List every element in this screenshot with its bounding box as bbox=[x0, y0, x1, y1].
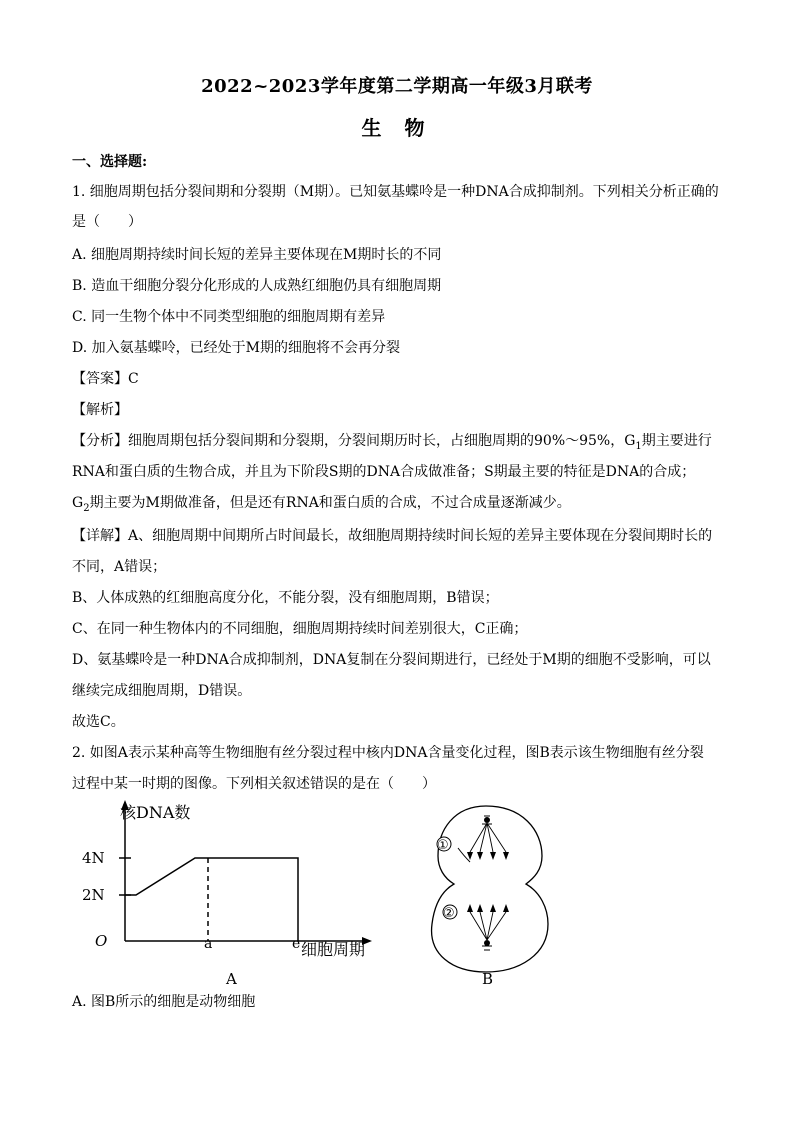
marker-2: ② bbox=[443, 906, 455, 921]
xiangjie-text-1: A、细胞周期中间期所占时间最长，故细胞周期持续时间长短的差异主要体现在分裂间期时长的 bbox=[128, 528, 713, 544]
x-tick-label-a: a bbox=[204, 936, 213, 952]
answer-tag: 【答案】 bbox=[72, 371, 128, 387]
q1-explain-b: B、人体成熟的红细胞高度分化，不能分裂，没有细胞周期，B错误； bbox=[72, 590, 499, 606]
q1-explain-d-line-1: D、氨基蝶呤是一种DNA合成抑制剂，DNA复制在分裂间期进行，已经处于M期的细胞不受影响，可以 bbox=[72, 652, 711, 668]
fenxi-tag: 【分析】 bbox=[72, 433, 128, 449]
q1-option-b: B. 造血干细胞分裂分化形成的人成熟红细胞仍具有细胞周期 bbox=[72, 278, 442, 294]
q1-xiangjie-line-2: 不同，A错误； bbox=[72, 559, 167, 575]
upper-spindle-fibers bbox=[470, 823, 506, 852]
q1-option-d: D. 加入氨基蝶呤，已经处于M期的细胞将不会再分裂 bbox=[72, 340, 400, 356]
lower-spindle-fibers bbox=[470, 912, 506, 940]
origin-label: O bbox=[95, 932, 108, 950]
dna-content-line bbox=[125, 858, 298, 941]
q1-xiangjie-line-1 bbox=[72, 526, 732, 546]
q1-conclusion: 故选C。 bbox=[72, 714, 125, 730]
q1-option-c: C. 同一生物个体中不同类型细胞的细胞周期有差异 bbox=[72, 309, 386, 325]
lower-chromosomes bbox=[467, 904, 509, 912]
q1-stem-line-1: 1. 细胞周期包括分裂间期和分裂期（M期）。已知氨基蝶呤是一种DNA合成抑制剂。下列相关分析正确的 bbox=[72, 184, 719, 200]
section-heading: 一、选择题: bbox=[72, 154, 148, 170]
q1-fenxi-line-1 bbox=[72, 431, 732, 457]
subscript-1: 1 bbox=[635, 440, 642, 452]
q1-answer bbox=[72, 369, 732, 389]
q1-analysis-tag: 【解析】 bbox=[72, 402, 128, 418]
exam-title: 2022~2023学年度第二学期高一年级3月联考 bbox=[201, 76, 593, 97]
xiangjie-tag: 【详解】 bbox=[72, 528, 128, 544]
fenxi-g-letter: G bbox=[72, 495, 84, 511]
figure-a-graph bbox=[80, 796, 400, 996]
marker-1: ① bbox=[437, 838, 449, 853]
lower-centrosome bbox=[484, 940, 490, 946]
y-tick-label-2n: 2N bbox=[82, 886, 105, 904]
answer-value: C bbox=[128, 371, 139, 387]
q1-fenxi-line-2: RNA和蛋白质的生物合成，并且为下阶段S期的DNA合成做准备；S期最主要的特征是DNA的合成； bbox=[72, 464, 696, 480]
lower-aster bbox=[482, 946, 492, 950]
x-tick-label-e: e bbox=[292, 936, 301, 952]
y-axis-label: 核DNA数 bbox=[120, 803, 191, 822]
figure-b-cell-diagram bbox=[430, 800, 550, 995]
q1-explain-c: C、在同一种生物体内的不同细胞，细胞周期持续时间差别很大，C正确； bbox=[72, 621, 528, 637]
fenxi-text-3-end: 期主要为M期做准备，但是还有RNA和蛋白质的合成，不过合成量逐渐减少。 bbox=[89, 495, 571, 511]
fenxi-text-1-end: 期主要进行 bbox=[641, 433, 712, 449]
fenxi-text-1: 细胞周期包括分裂间期和分裂期，分裂间期历时长，占细胞周期的90%～95%，G bbox=[128, 433, 636, 449]
y-tick-label-4n: 4N bbox=[82, 849, 105, 867]
q1-option-a: A. 细胞周期持续时间长短的差异主要体现在M期时长的不同 bbox=[72, 247, 442, 263]
subject-title: 生 物 bbox=[361, 116, 433, 140]
q1-explain-d-line-2: 继续完成细胞周期，D错误。 bbox=[72, 683, 252, 699]
figure-b-caption: B bbox=[482, 970, 494, 988]
figure-a-caption: A bbox=[226, 970, 237, 988]
upper-chromosomes bbox=[467, 852, 509, 860]
q1-stem-line-2: 是（ ） bbox=[72, 214, 142, 230]
q2-option-a: A. 图B所示的细胞是动物细胞 bbox=[72, 994, 256, 1010]
q1-fenxi-line-3 bbox=[72, 493, 732, 519]
q2-stem-line-1: 2. 如图A表示某种高等生物细胞有丝分裂过程中核内DNA含量变化过程，图B表示该生物细胞有丝分裂 bbox=[72, 745, 704, 761]
upper-centrosome bbox=[484, 817, 490, 823]
subscript-2: 2 bbox=[83, 502, 90, 514]
cell-membrane bbox=[432, 806, 548, 972]
q2-stem-line-2: 过程中某一时期的图像。下列相关叙述错误的是在（ ） bbox=[72, 776, 436, 792]
x-axis-label: 细胞周期 bbox=[301, 940, 366, 959]
